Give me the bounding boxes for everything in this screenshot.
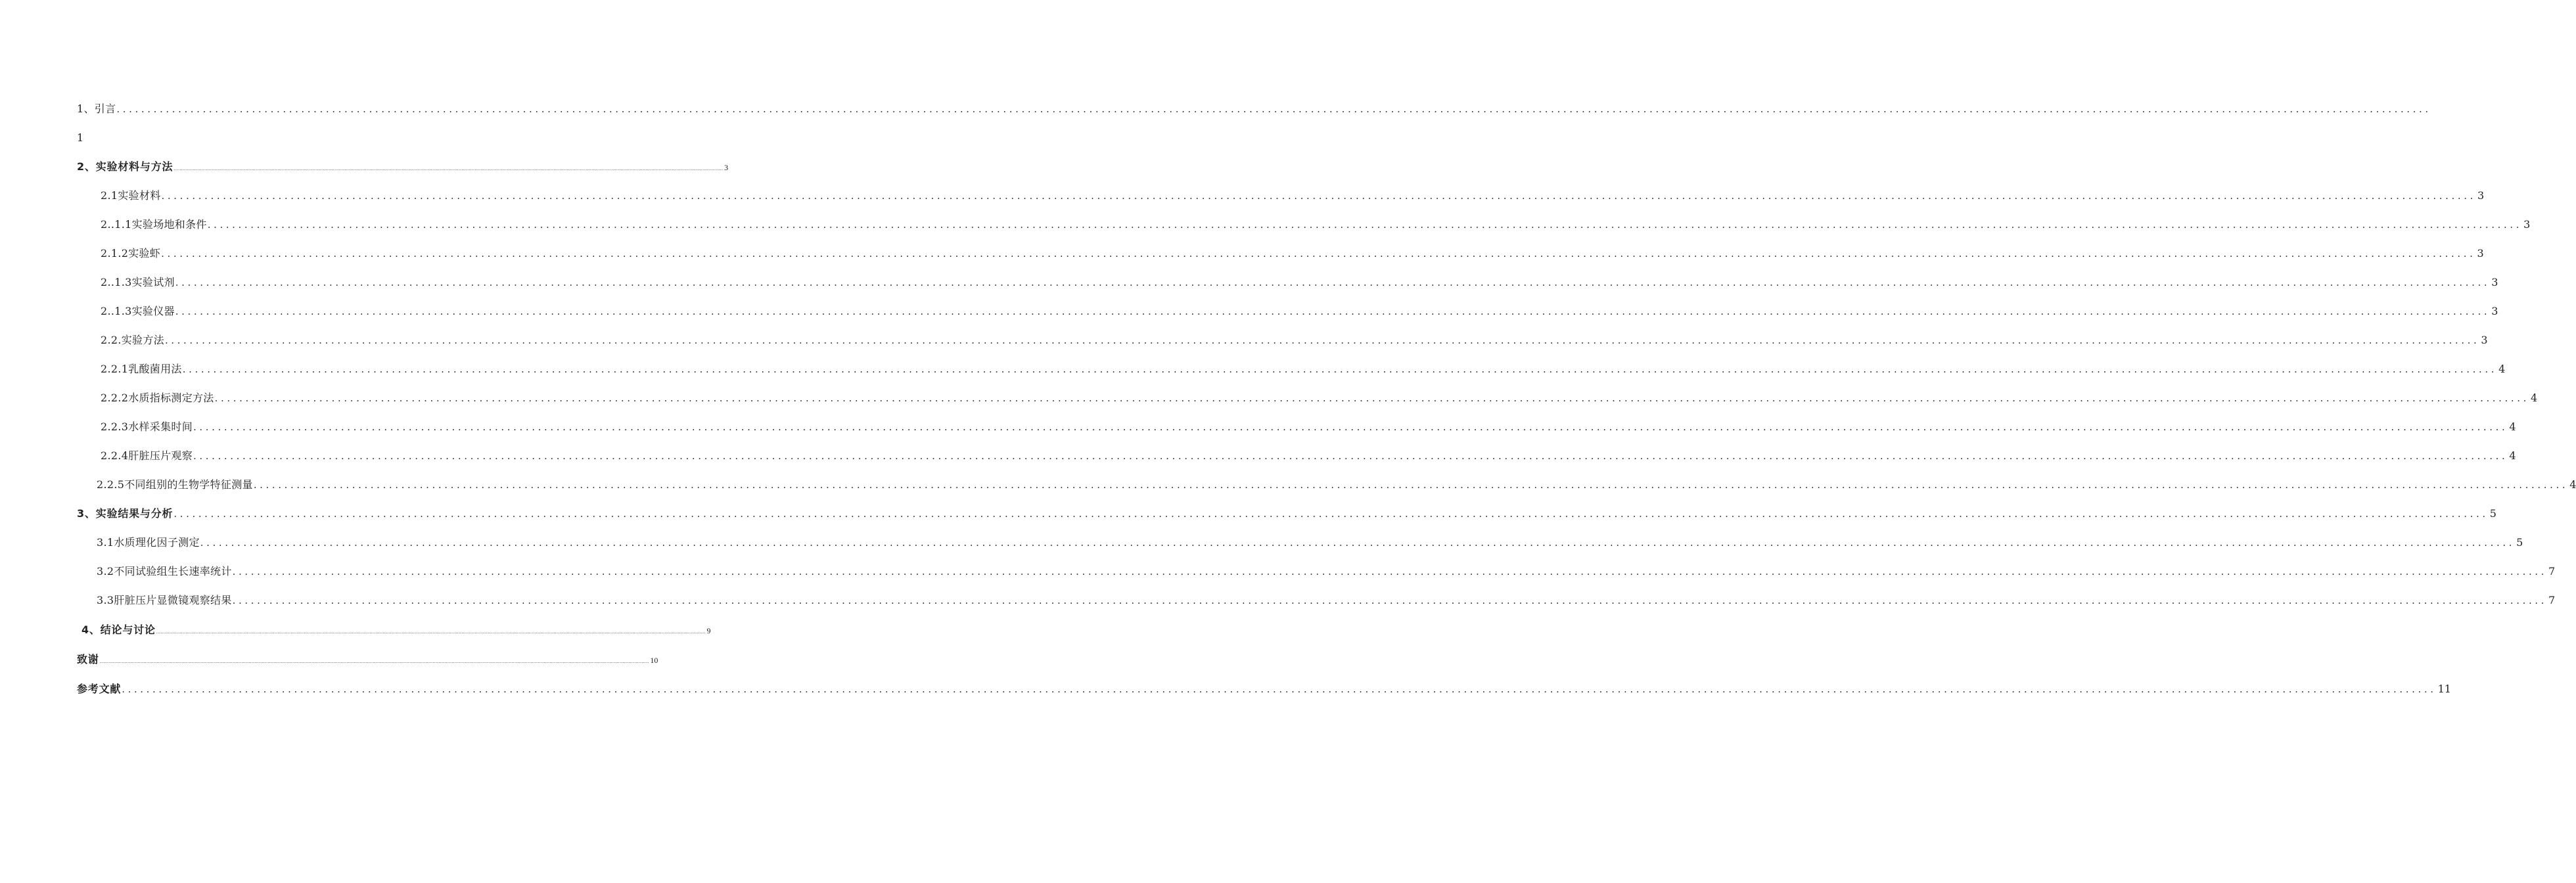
toc-leader-dots: ........................................................................................................................................................................................................................................................................................................................................................................................ — [175, 306, 2491, 317]
toc-leader-dots: ........................................................................................................................................................................................................................................................................................................................................................................................ — [253, 479, 2569, 491]
toc-entry-2-2[interactable] — [101, 331, 2488, 350]
toc-entry-title: 3.3肝脏压片显微镜观察结果 — [97, 594, 232, 606]
toc-entry-page-number: 3 — [2523, 218, 2531, 231]
toc-entry-materials-methods[interactable] — [77, 158, 729, 176]
toc-entry-2-1[interactable] — [101, 187, 2485, 205]
toc-entry-page-number: 4 — [2509, 420, 2516, 433]
toc-entry-title: 2.1.2实验虾 — [101, 247, 161, 260]
toc-entry-2-2-3[interactable] — [101, 418, 2516, 436]
toc-entry-page-number: 5 — [2489, 507, 2496, 520]
toc-entry-title: 2.2.1乳酸菌用法 — [101, 363, 182, 375]
toc-leader-dots: ........................................................................................................................................................................................................................................................................................................................................................................................ — [193, 421, 2508, 433]
toc-entry-page-number: 3 — [2477, 247, 2484, 260]
toc-leader-dots: ........................................................................................................................................................................................................................................................................................................................................................................................ — [173, 508, 2489, 520]
toc-entry-2-1-3-reagents[interactable] — [101, 273, 2498, 292]
toc-entry-title: 2.1实验材料 — [101, 189, 161, 202]
toc-entry-2-1-2[interactable] — [101, 244, 2484, 263]
toc-entry-title: 2..1.1实验场地和条件 — [101, 218, 207, 231]
toc-entry-title: 2.2.实验方法 — [101, 334, 164, 346]
toc-entry-page-number: 3 — [2491, 305, 2498, 317]
toc-entry-2-2-2[interactable] — [101, 389, 2538, 407]
toc-entry-title: 2、实验材料与方法 — [77, 160, 173, 173]
toc-leader-dots: ........................................................................................................................................................................................................................................................................................................................................................................................ — [161, 248, 2476, 260]
toc-entry-introduction[interactable] — [77, 100, 2431, 118]
toc-entry-title: 3.1水质理化因子测定 — [97, 536, 200, 549]
toc-entry-page-number: 7 — [2548, 594, 2556, 606]
toc-leader-dots: ........................................................................................................................................................................................................................................................................................................................................................................................ — [232, 566, 2548, 577]
toc-entry-conclusion[interactable] — [81, 621, 711, 639]
toc-entry-2-2-5[interactable] — [97, 476, 2576, 494]
toc-entry-page-number: 9 — [706, 626, 711, 635]
toc-entry-title: 1、引言 — [77, 102, 116, 115]
toc-leader-dots: ........................................................................................................................................................................................................................................................................................................................................................................................ — [122, 683, 2437, 695]
toc-entry-2-1-1[interactable] — [101, 215, 2531, 234]
toc-entry-2-1-3-instruments[interactable] — [101, 302, 2498, 321]
toc-entry-page-number: 1 — [77, 131, 84, 144]
toc-entry-2-2-1[interactable] — [101, 360, 2506, 378]
toc-entry-page-number: 5 — [2516, 536, 2523, 549]
toc-leader-dots: ........................................................................................................................................................................................................................................................................................................................................................................................ — [99, 658, 649, 664]
toc-entry-page-number: 11 — [2437, 683, 2451, 695]
toc-leader-dots: ........................................................................................................................................................................................................................................................................................................................................................................................ — [182, 363, 2498, 375]
toc-entry-references[interactable] — [77, 680, 2451, 698]
toc-entry-title: 3、实验结果与分析 — [77, 507, 173, 520]
toc-entry-page-number: 3 — [2481, 334, 2488, 346]
toc-entry-title: 2.2.3水样采集时间 — [101, 420, 193, 433]
toc-entry-page-number: 4 — [2498, 363, 2506, 375]
toc-entry-page-number: 3 — [2491, 276, 2498, 288]
toc-entry-results-analysis[interactable] — [77, 505, 2496, 523]
toc-entry-page-number: 10 — [650, 656, 658, 665]
toc-entry-title: 2.2.5不同组别的生物学特征测量 — [97, 478, 253, 491]
toc-entry-page-number: 4 — [2509, 449, 2516, 462]
toc-leader-dots: ........................................................................................................................................................................................................................................................................................................................................................................................ — [156, 629, 706, 635]
toc-entry-title: 参考文献 — [77, 683, 122, 695]
toc-leader-dots: ........................................................................................................................................................................................................................................................................................................................................................................................ — [175, 277, 2491, 288]
toc-entry-title: 致谢 — [77, 653, 99, 666]
toc-entry-title: 2.2.4肝脏压片观察 — [101, 449, 193, 462]
toc-entry-page-number: 7 — [2548, 565, 2556, 577]
toc-entry-title: 2..1.3实验试剂 — [101, 276, 175, 288]
toc-entry-page-number: 4 — [2569, 478, 2576, 491]
toc-entry-3-3[interactable] — [97, 591, 2556, 610]
toc-entry-acknowledgements[interactable] — [77, 650, 658, 669]
toc-entry-3-2[interactable] — [97, 562, 2556, 581]
toc-entry-3-1[interactable] — [97, 533, 2523, 552]
toc-entry-page-number: 4 — [2531, 392, 2538, 404]
toc-entry-page-number: 3 — [724, 163, 729, 172]
toc-leader-dots: ........................................................................................................................................................................................................................................................................................................................................................................................ — [214, 392, 2530, 404]
toc-entry-title: 2.2.2水质指标测定方法 — [101, 392, 214, 404]
toc-leader-dots: ........................................................................................................................................................................................................................................................................................................................................................................................ — [161, 190, 2476, 202]
toc-leader-dots: ........................................................................................................................................................................................................................................................................................................................................................................................ — [193, 450, 2508, 462]
toc-entry-2-2-4[interactable] — [101, 447, 2516, 465]
toc-leader-dots: ........................................................................................................................................................................................................................................................................................................................................................................................ — [116, 103, 2431, 115]
toc-leader-dots: ........................................................................................................................................................................................................................................................................................................................................................................................ — [164, 334, 2480, 346]
toc-leader-dots: ........................................................................................................................................................................................................................................................................................................................................................................................ — [207, 219, 2523, 231]
toc-leader-dots: ........................................................................................................................................................................................................................................................................................................................................................................................ — [173, 166, 724, 171]
toc-entry-title: 3.2不同试验组生长速率统计 — [97, 565, 232, 577]
toc-leader-dots: ........................................................................................................................................................................................................................................................................................................................................................................................ — [200, 537, 2516, 549]
toc-entry-page-number: 3 — [2477, 189, 2485, 202]
toc-entry-title: 4、结论与讨论 — [81, 623, 156, 636]
toc-entry-title: 2..1.3实验仪器 — [101, 305, 175, 317]
toc-leader-dots: ........................................................................................................................................................................................................................................................................................................................................................................................ — [232, 595, 2548, 606]
